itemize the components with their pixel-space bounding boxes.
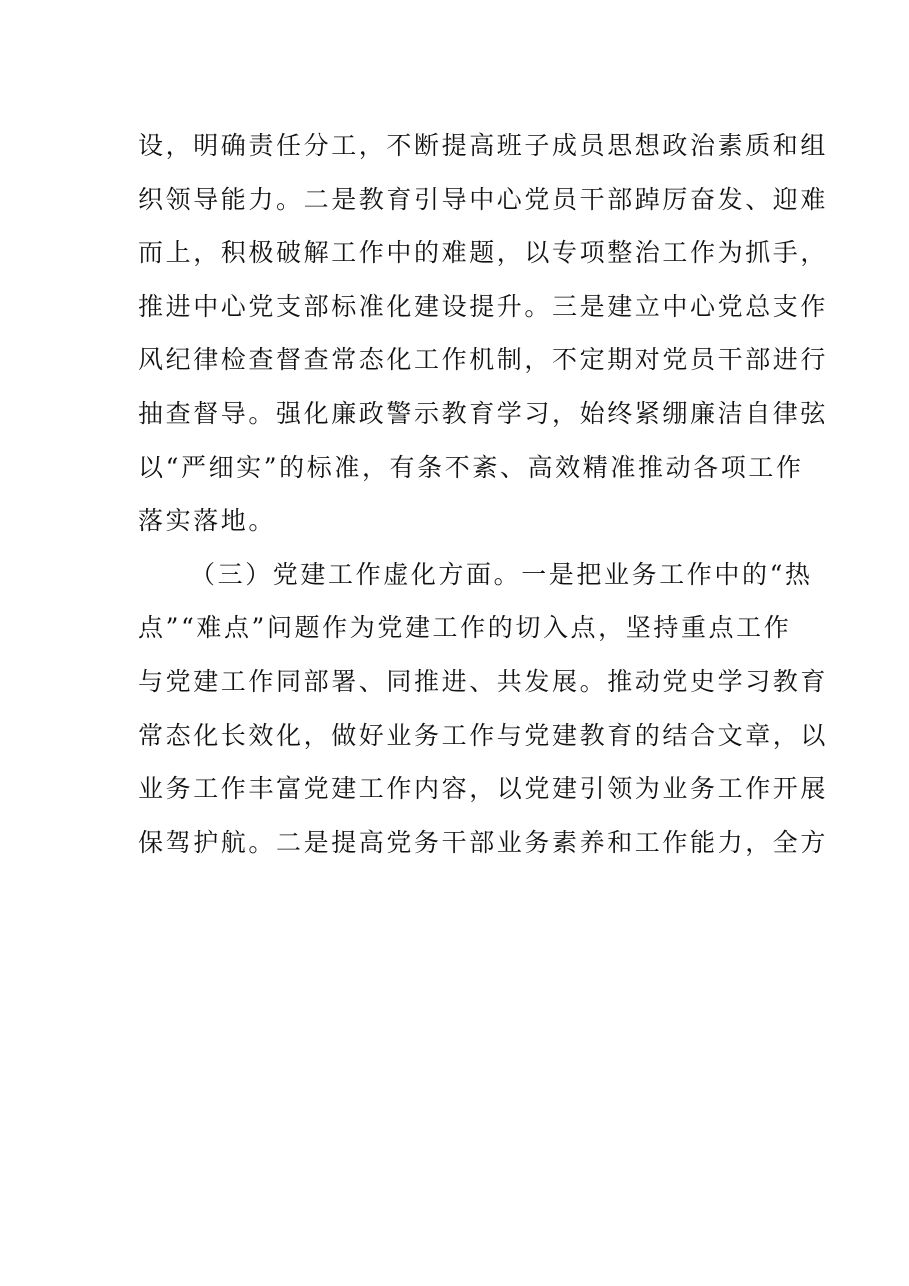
text-line: 点”“难点”问题作为党建工作的切入点，坚持重点工作 [138, 613, 792, 643]
text-line: 保驾护航。二是提高党务干部业务素养和工作能力，全方 [138, 827, 829, 857]
text-line: 织领导能力。二是教育引导中心党员干部踔厉奋发、迎难 [138, 184, 829, 214]
text-line: 推进中心党支部标准化建设提升。三是建立中心党总支作 [138, 291, 829, 321]
text-line: 常态化长效化，做好业务工作与党建教育的结合文章，以 [138, 720, 829, 750]
text-line: 而上，积极破解工作中的难题，以专项整治工作为抓手， [138, 238, 829, 268]
body-text [138, 119, 829, 869]
text-line: 以“严细实”的标准，有条不紊、高效精准推动各项工作 [138, 452, 804, 482]
text-line: 抽查督导。强化廉政警示教育学习，始终紧绷廉洁自律弦 [138, 398, 829, 428]
section-heading-line: （三）党建工作虚化方面。一是把业务工作中的“热 [190, 559, 813, 589]
text-line: 业务工作丰富党建工作内容，以党建引领为业务工作开展 [138, 774, 829, 804]
text-line: 与党建工作同部署、同推进、共发展。推动党史学习教育 [138, 666, 829, 696]
text-line: 风纪律检查督查常态化工作机制，不定期对党员干部进行 [138, 345, 829, 375]
text-line: 设，明确责任分工，不断提高班子成员思想政治素质和组 [138, 131, 829, 160]
text-line: 落实落地。 [138, 506, 277, 536]
